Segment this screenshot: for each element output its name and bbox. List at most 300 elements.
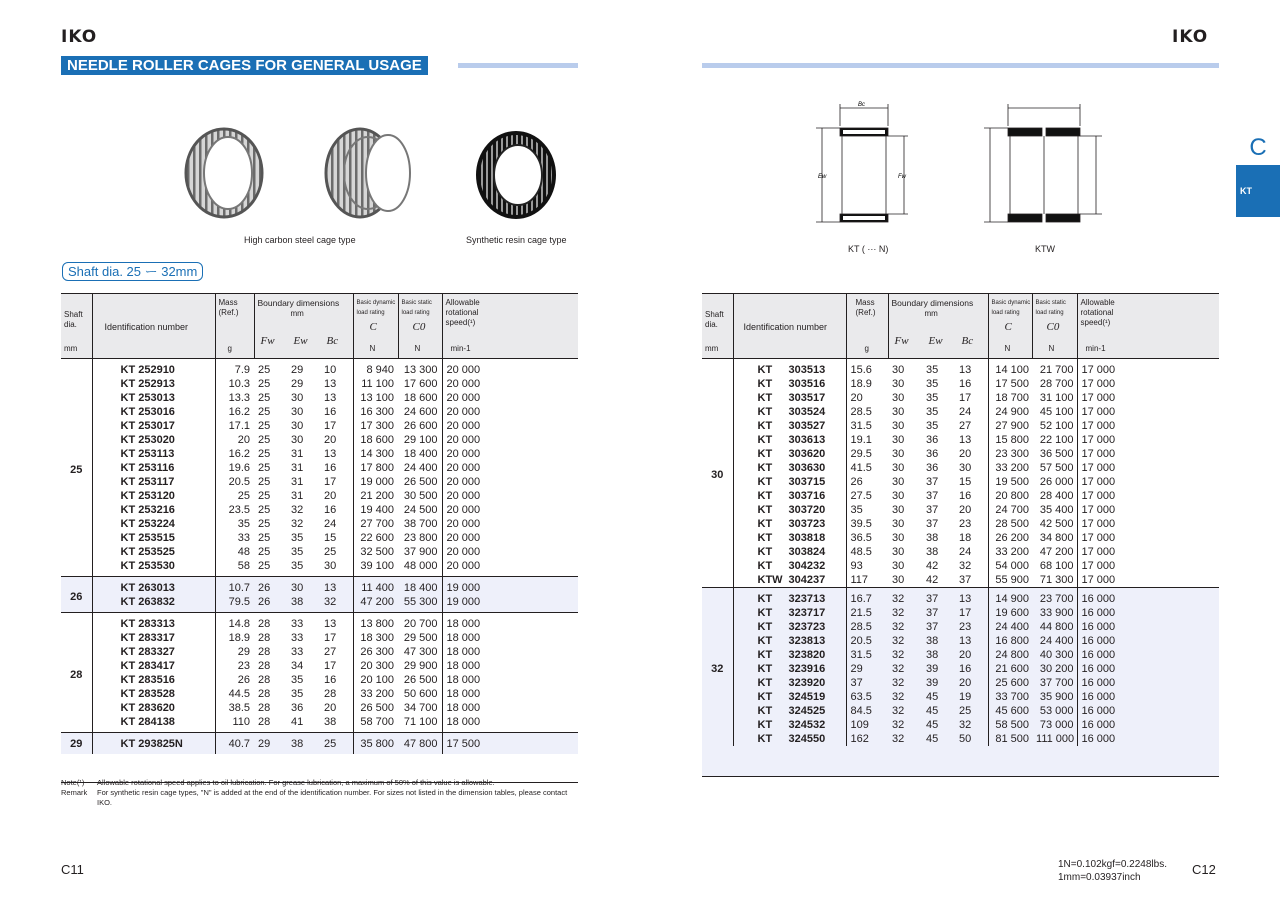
fw-cell: 25: [258, 406, 271, 418]
header-bc: Bc: [326, 335, 339, 347]
static-rating-cell: 29 500: [403, 632, 438, 644]
speed-cell: 20 000: [442, 405, 578, 419]
ew-cell: 36: [291, 702, 304, 714]
dynamic-rating-cell: 11 400: [353, 577, 398, 596]
table-row: [61, 715, 578, 733]
table-row: [702, 359, 1219, 378]
table-row: [702, 704, 1219, 718]
static-rating-cell: 71 300: [1039, 574, 1074, 586]
bc-cell: 16: [324, 462, 337, 474]
bc-cell: 13: [324, 448, 337, 460]
table-row: [61, 531, 578, 545]
identification-number-cell: [733, 447, 846, 461]
identification-number-cell: KT 253013: [92, 391, 215, 405]
unit-speed-r: min-1: [1085, 344, 1106, 353]
identification-number-cell: [733, 461, 846, 475]
fw-cell: 25: [258, 420, 271, 432]
speed-cell: 16 000: [1077, 676, 1219, 690]
static-rating-cell: 42 500: [1039, 518, 1074, 530]
ew-cell: 39: [926, 663, 939, 675]
dynamic-rating-cell: 14 900: [988, 588, 1032, 607]
dynamic-rating-cell: 32 500: [353, 545, 398, 559]
table-row: [702, 718, 1219, 732]
ew-cell: 30: [291, 420, 304, 432]
id-prefix: KT: [757, 607, 773, 619]
header-mass-r: Mass (Ref.): [855, 298, 876, 317]
speed-cell: 20 000: [442, 447, 578, 461]
mass-cell: 28.5: [846, 405, 888, 419]
speed-cell: 17 000: [1077, 461, 1219, 475]
bc-cell: 32: [959, 719, 972, 731]
identification-number-cell: KT 253224: [92, 517, 215, 531]
id-prefix: KT: [757, 593, 773, 605]
bc-cell: 13: [959, 364, 972, 376]
ew-cell: 38: [291, 596, 304, 608]
header-ew: Ew: [293, 335, 308, 347]
fw-cell: 32: [892, 663, 905, 675]
id-prefix: KT: [757, 733, 773, 745]
bc-cell: 20: [959, 677, 972, 689]
identification-number-cell: [733, 573, 846, 588]
drawing-ktw: [984, 104, 1102, 222]
steel-cage-wide-image: [326, 129, 410, 217]
dynamic-rating-cell: 17 300: [353, 419, 398, 433]
fw-cell: 30: [892, 392, 905, 404]
bc-cell: 16: [324, 674, 337, 686]
fw-cell: 28: [258, 674, 271, 686]
id-prefix: KT: [757, 448, 773, 460]
static-rating-cell: 35 900: [1039, 691, 1074, 703]
bc-cell: 20: [959, 649, 972, 661]
fw-cell: 25: [258, 434, 271, 446]
table-row: [61, 503, 578, 517]
ew-cell: 38: [926, 649, 939, 661]
identification-number-cell: [733, 690, 846, 704]
steel-cage-image: [186, 129, 262, 217]
speed-cell: 18 000: [442, 701, 578, 715]
speed-cell: 16 000: [1077, 648, 1219, 662]
bc-cell: 13: [324, 392, 337, 404]
dynamic-rating-cell: 45 600: [988, 704, 1032, 718]
ew-cell: 45: [926, 691, 939, 703]
header-boundary: Boundary dimensions: [257, 298, 340, 308]
id-number: 303516: [788, 378, 826, 390]
identification-number-cell: [733, 620, 846, 634]
mass-cell: 40.7: [215, 733, 254, 755]
ew-cell: 45: [926, 733, 939, 745]
speed-cell: 17 000: [1077, 559, 1219, 573]
id-prefix: KT: [757, 518, 773, 530]
identification-number-cell: [733, 433, 846, 447]
bc-cell: 15: [959, 476, 972, 488]
id-number: 303818: [788, 532, 826, 544]
dynamic-rating-cell: 24 700: [988, 503, 1032, 517]
static-rating-cell: 53 000: [1039, 705, 1074, 717]
table-row: [702, 475, 1219, 489]
speed-cell: 20 000: [442, 517, 578, 531]
dynamic-rating-cell: 47 200: [353, 595, 398, 613]
mass-cell: 58: [215, 559, 254, 577]
mass-cell: 33: [215, 531, 254, 545]
unit-speed: min-1: [450, 344, 471, 353]
ew-cell: 42: [926, 560, 939, 572]
identification-number-cell: [733, 662, 846, 676]
right-dimension-table: [702, 293, 1219, 777]
mass-cell: 18.9: [846, 377, 888, 391]
id-number: 323813: [788, 635, 826, 647]
mass-cell: 41.5: [846, 461, 888, 475]
mass-cell: 29.5: [846, 447, 888, 461]
header-static: Basic static load rating: [401, 300, 432, 316]
identification-number-cell: KT 253120: [92, 489, 215, 503]
table-header-right: [702, 294, 1219, 359]
id-prefix: KT: [757, 621, 773, 633]
mass-cell: 38.5: [215, 701, 254, 715]
identification-number-cell: KT 283327: [92, 645, 215, 659]
caption-ktw: KTW: [1035, 244, 1055, 254]
fw-cell: 28: [258, 660, 271, 672]
fw-cell: 30: [892, 476, 905, 488]
fw-cell: 30: [892, 448, 905, 460]
table-row: [61, 659, 578, 673]
identification-number-cell: KT 283620: [92, 701, 215, 715]
identification-number-cell: [733, 377, 846, 391]
fw-cell: 32: [892, 691, 905, 703]
header-boundary-r: Boundary dimensions: [891, 298, 974, 308]
fw-cell: 25: [258, 448, 271, 460]
id-number: 324532: [788, 719, 826, 731]
dynamic-rating-cell: 25 600: [988, 676, 1032, 690]
shaft-dia-cell: 28: [70, 668, 83, 681]
identification-number-cell: KT 253117: [92, 475, 215, 489]
mass-cell: 20.5: [215, 475, 254, 489]
header-static-r: Basic static load rating: [1035, 300, 1066, 316]
identification-number-cell: KT 253017: [92, 419, 215, 433]
ew-cell: 35: [926, 420, 939, 432]
fw-cell: 25: [258, 490, 271, 502]
mass-cell: 19.6: [215, 461, 254, 475]
shaft-range-badge: Shaft dia. 25 ー 32mm: [62, 262, 203, 281]
ew-cell: 35: [291, 560, 304, 572]
table-row: [61, 447, 578, 461]
fw-cell: 25: [258, 504, 271, 516]
id-number: 324550: [788, 733, 826, 745]
mass-cell: 39.5: [846, 517, 888, 531]
ew-cell: 36: [926, 434, 939, 446]
identification-number-cell: KT 253216: [92, 503, 215, 517]
identification-number-cell: KT 283317: [92, 631, 215, 645]
bc-cell: 38: [324, 716, 337, 728]
id-prefix: KT: [757, 691, 773, 703]
fw-cell: 30: [892, 462, 905, 474]
mass-cell: 16.7: [846, 588, 888, 607]
table-row: [702, 433, 1219, 447]
section-letter: C: [1249, 134, 1267, 161]
identification-number-cell: [733, 718, 846, 732]
table-row: [61, 489, 578, 503]
fw-cell: 25: [258, 476, 271, 488]
ew-cell: 35: [926, 406, 939, 418]
bc-cell: 10: [324, 364, 337, 376]
mass-cell: 162: [846, 732, 888, 746]
bc-cell: 24: [959, 546, 972, 558]
dynamic-rating-cell: 8 940: [353, 359, 398, 378]
bc-cell: 30: [959, 462, 972, 474]
bc-cell: 17: [959, 607, 972, 619]
shaft-dia-cell: 32: [711, 663, 724, 675]
id-prefix: KT: [757, 406, 773, 418]
identification-number-cell: KT 253016: [92, 405, 215, 419]
header-shaft-r: Shaft dia.: [705, 310, 724, 329]
static-rating-cell: 73 000: [1039, 719, 1074, 731]
bc-cell: 17: [324, 420, 337, 432]
left-dimension-table: [61, 293, 578, 783]
fw-cell: 28: [258, 688, 271, 700]
ew-cell: 45: [926, 719, 939, 731]
header-c: C: [369, 321, 377, 333]
static-rating-cell: 28 400: [1039, 490, 1074, 502]
identification-number-cell: [733, 503, 846, 517]
spacer-cell: [702, 746, 1219, 777]
id-number: 303824: [788, 546, 826, 558]
fw-cell: 30: [892, 574, 905, 586]
speed-cell: 18 000: [442, 673, 578, 687]
fw-cell: 32: [892, 705, 905, 717]
mass-cell: 18.9: [215, 631, 254, 645]
speed-cell: 16 000: [1077, 634, 1219, 648]
caption-resin: Synthetic resin cage type: [466, 235, 567, 245]
id-number: 324525: [788, 705, 826, 717]
table-row: [702, 377, 1219, 391]
mass-cell: 7.9: [215, 359, 254, 378]
fw-cell: 26: [258, 596, 271, 608]
header-fw: Fw: [260, 335, 275, 347]
bc-cell: 13: [324, 582, 337, 594]
static-rating-cell: 24 600: [403, 406, 438, 418]
ew-cell: 34: [291, 660, 304, 672]
table-row: [702, 573, 1219, 588]
fw-cell: 25: [258, 364, 271, 376]
fw-cell: 28: [258, 702, 271, 714]
mass-cell: 117: [846, 573, 888, 588]
section-tab-kt: KT: [1236, 165, 1280, 217]
iko-logo: IKO: [61, 27, 98, 47]
title-rule-right: [702, 63, 1219, 68]
unit-c0-r: N: [1048, 344, 1055, 353]
unit-mass-r: g: [864, 344, 869, 353]
speed-cell: 17 000: [1077, 489, 1219, 503]
identification-number-cell: [733, 545, 846, 559]
static-rating-cell: 31 100: [1039, 392, 1074, 404]
static-rating-cell: 36 500: [1039, 448, 1074, 460]
resin-cage-image: [478, 133, 554, 217]
shaft-dia-cell: 25: [70, 463, 83, 476]
static-rating-cell: 23 800: [403, 532, 438, 544]
mass-cell: 23: [215, 659, 254, 673]
speed-cell: 18 000: [442, 715, 578, 733]
dynamic-rating-cell: 18 600: [353, 433, 398, 447]
dynamic-rating-cell: 20 800: [988, 489, 1032, 503]
table-row: [61, 433, 578, 447]
table-row: [61, 673, 578, 687]
unit-shaft-r: mm: [705, 344, 719, 353]
identification-number-cell: KT 253116: [92, 461, 215, 475]
bc-cell: 23: [959, 621, 972, 633]
bc-cell: 20: [959, 504, 972, 516]
id-prefix: KT: [757, 504, 773, 516]
ew-cell: 37: [926, 476, 939, 488]
mass-cell: 93: [846, 559, 888, 573]
identification-number-cell: KT 252913: [92, 377, 215, 391]
table-row: [702, 620, 1219, 634]
header-speed-r: Allowable rotational speed(¹): [1080, 298, 1115, 327]
fw-cell: 30: [892, 546, 905, 558]
id-prefix: KT: [757, 719, 773, 731]
fw-cell: 30: [892, 560, 905, 572]
mass-cell: 23.5: [215, 503, 254, 517]
unit-c-r: N: [1004, 344, 1011, 353]
unit-c: N: [369, 344, 376, 353]
speed-cell: 20 000: [442, 419, 578, 433]
id-prefix: KT: [757, 476, 773, 488]
ew-cell: 37: [926, 593, 939, 605]
table-row: [702, 461, 1219, 475]
fw-cell: 30: [892, 504, 905, 516]
speed-cell: 16 000: [1077, 732, 1219, 746]
fw-cell: 32: [892, 677, 905, 689]
header-fw-r: Fw: [894, 335, 909, 347]
bc-cell: 17: [324, 632, 337, 644]
mass-cell: 28.5: [846, 620, 888, 634]
mass-cell: 15.6: [846, 359, 888, 378]
fw-cell: 32: [892, 621, 905, 633]
bc-cell: 13: [959, 635, 972, 647]
identification-number-cell: [733, 475, 846, 489]
header-id: Identification number: [104, 322, 189, 332]
speed-cell: 20 000: [442, 545, 578, 559]
table-row: [702, 447, 1219, 461]
fw-cell: 28: [258, 646, 271, 658]
table-row: [61, 545, 578, 559]
dynamic-rating-cell: 28 500: [988, 517, 1032, 531]
id-number: 323713: [788, 593, 826, 605]
table-row: [702, 391, 1219, 405]
dynamic-rating-cell: 18 300: [353, 631, 398, 645]
speed-cell: 16 000: [1077, 588, 1219, 607]
ew-cell: 38: [926, 635, 939, 647]
speed-cell: 20 000: [442, 391, 578, 405]
dynamic-rating-cell: 26 500: [353, 701, 398, 715]
static-rating-cell: 52 100: [1039, 420, 1074, 432]
static-rating-cell: 44 800: [1039, 621, 1074, 633]
bc-cell: 20: [324, 434, 337, 446]
drawing-kt: [816, 104, 908, 222]
dynamic-rating-cell: 13 800: [353, 613, 398, 632]
static-rating-cell: 47 200: [1039, 546, 1074, 558]
header-id-r: Identification number: [743, 322, 828, 332]
dynamic-rating-cell: 19 400: [353, 503, 398, 517]
header-boundary-unit-r: mm: [924, 309, 938, 318]
identification-number-cell: KT 252910: [92, 359, 215, 378]
id-number: 303620: [788, 448, 826, 460]
ew-cell: 37: [926, 621, 939, 633]
fw-cell: 28: [258, 618, 271, 630]
ew-cell: 36: [926, 462, 939, 474]
dynamic-rating-cell: 26 300: [353, 645, 398, 659]
speed-cell: 16 000: [1077, 662, 1219, 676]
speed-cell: 16 000: [1077, 704, 1219, 718]
table-row: [702, 517, 1219, 531]
speed-cell: 20 000: [442, 559, 578, 577]
static-rating-cell: 18 400: [403, 448, 438, 460]
dynamic-rating-cell: 24 800: [988, 648, 1032, 662]
ew-cell: 29: [291, 364, 304, 376]
id-prefix: KT: [757, 705, 773, 717]
static-rating-cell: 24 400: [403, 462, 438, 474]
id-number: 323920: [788, 677, 826, 689]
ew-cell: 38: [926, 546, 939, 558]
bc-cell: 16: [959, 378, 972, 390]
table-row: [702, 634, 1219, 648]
static-rating-cell: 111 000: [1036, 733, 1075, 745]
ew-cell: 41: [291, 716, 304, 728]
id-prefix: KT: [757, 663, 773, 675]
bc-cell: 37: [959, 574, 972, 586]
fw-cell: 26: [258, 582, 271, 594]
dynamic-rating-cell: 39 100: [353, 559, 398, 577]
id-number: 303527: [788, 420, 826, 432]
dynamic-rating-cell: 18 700: [988, 391, 1032, 405]
dynamic-rating-cell: 14 300: [353, 447, 398, 461]
id-number: 303630: [788, 462, 826, 474]
unit-shaft: mm: [64, 344, 78, 353]
table-row: [61, 733, 578, 755]
mass-cell: 25: [215, 489, 254, 503]
mass-cell: 27.5: [846, 489, 888, 503]
speed-cell: 17 000: [1077, 545, 1219, 559]
header-c0-r: C0: [1046, 321, 1060, 333]
identification-number-cell: KT 253525: [92, 545, 215, 559]
id-prefix: KT: [757, 532, 773, 544]
ew-cell: 38: [926, 532, 939, 544]
mass-cell: 20: [846, 391, 888, 405]
dynamic-rating-cell: 17 500: [988, 377, 1032, 391]
unit-mass: g: [227, 344, 232, 353]
table-row: [61, 359, 578, 378]
fw-cell: 32: [892, 649, 905, 661]
table-row: [61, 645, 578, 659]
note-text: Allowable rotational speed applies to oil lubrication. For grease lubrication, a maximum of 50% of this value is allowable.: [97, 778, 495, 787]
identification-number-cell: [733, 676, 846, 690]
ew-cell: 31: [291, 476, 304, 488]
speed-cell: 18 000: [442, 659, 578, 673]
mass-cell: 63.5: [846, 690, 888, 704]
conversion-force: 1N=0.102kgf=0.2248lbs.: [1058, 859, 1167, 870]
speed-cell: 17 000: [1077, 419, 1219, 433]
header-dynamic: Basic dynamic load rating: [356, 300, 396, 316]
table-row: [61, 517, 578, 531]
table-row: [702, 503, 1219, 517]
static-rating-cell: 29 100: [403, 434, 438, 446]
static-rating-cell: 57 500: [1039, 462, 1074, 474]
product-images: [180, 124, 580, 224]
bc-cell: 30: [324, 560, 337, 572]
fw-cell: 25: [258, 378, 271, 390]
speed-cell: 20 000: [442, 489, 578, 503]
mass-cell: 20.5: [846, 634, 888, 648]
bc-cell: 13: [324, 618, 337, 630]
fw-cell: 30: [892, 364, 905, 376]
